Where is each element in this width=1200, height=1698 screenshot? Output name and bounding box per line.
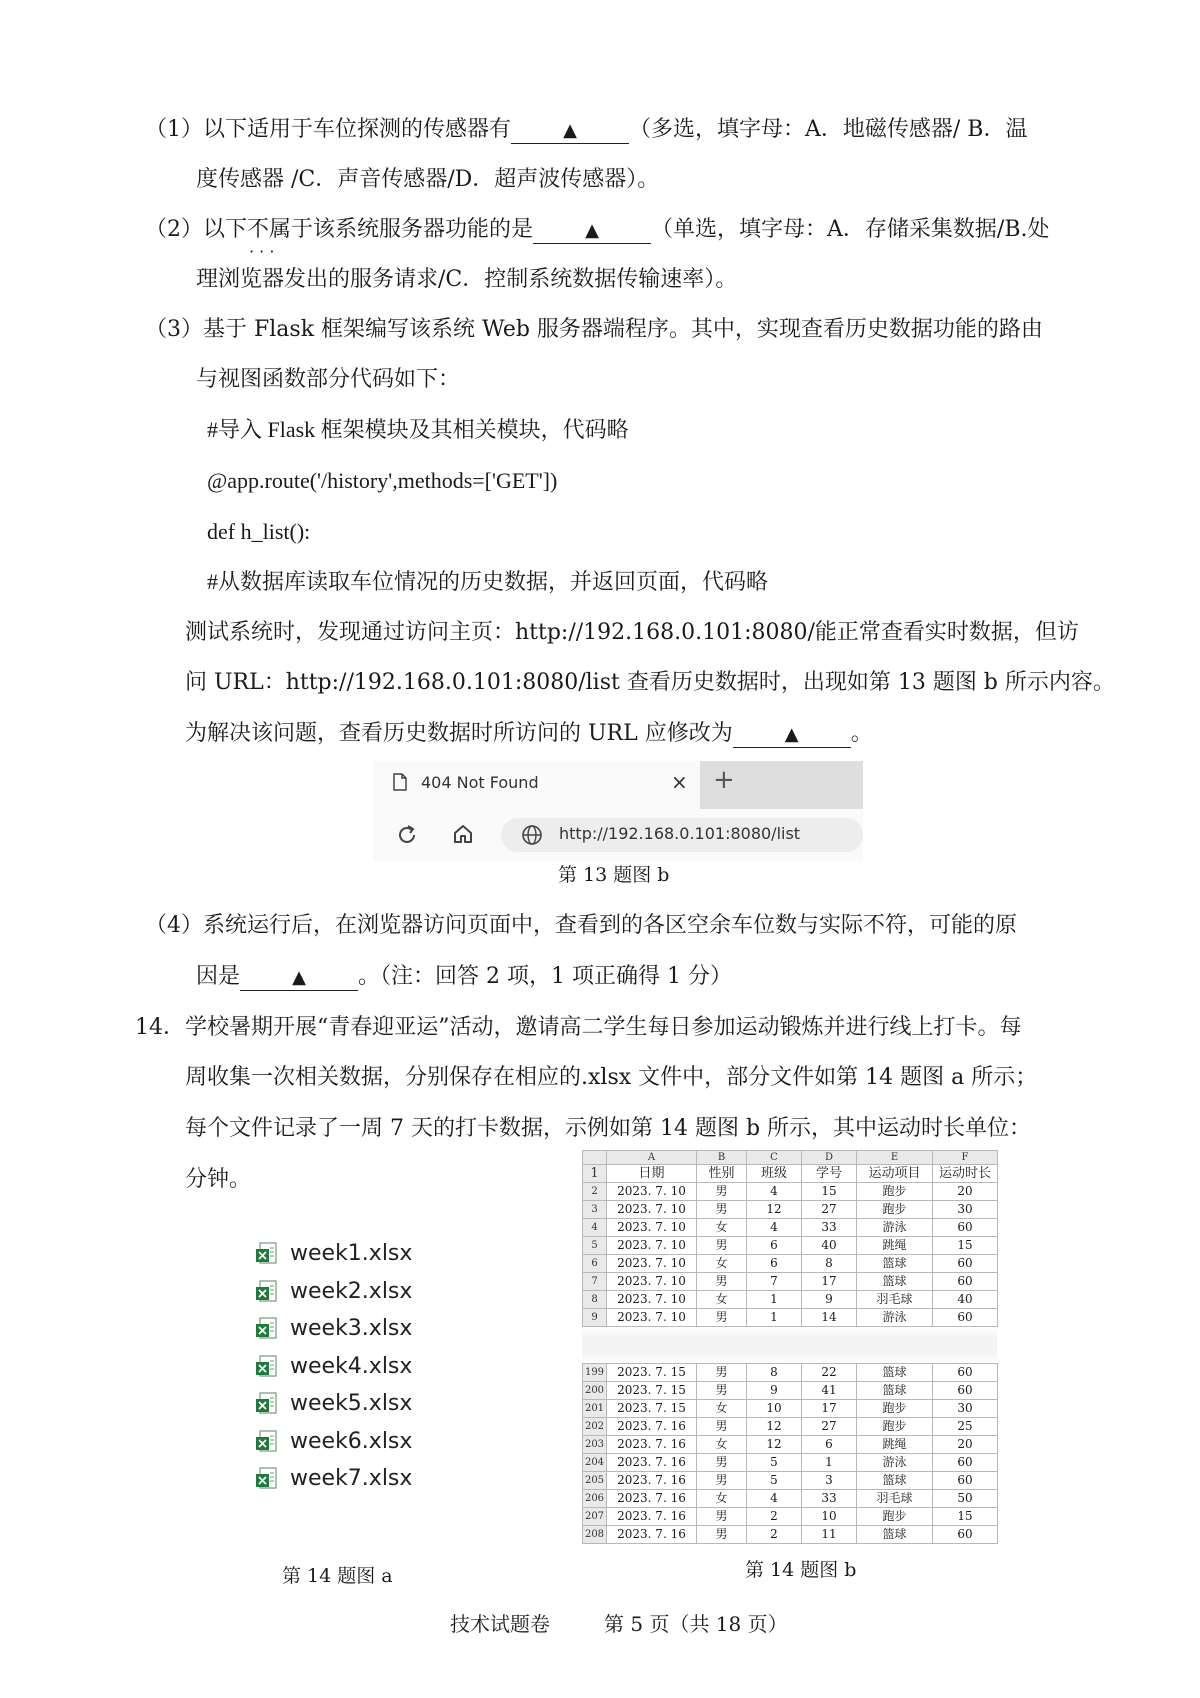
row-number: 1: [583, 1165, 607, 1183]
table-cell: 12: [747, 1201, 802, 1219]
table-row: [583, 1454, 998, 1472]
column-letter: B: [697, 1151, 747, 1165]
q13-part4-line2: [196, 962, 732, 992]
table-row: [583, 1418, 998, 1436]
table-row: [583, 1237, 998, 1255]
q14-line2: 周收集一次相关数据，分别保存在相应的.xlsx 文件中，部分文件如第 14 题图 a 所示；: [185, 1065, 1038, 1090]
q13-part1-line2: 度传感器 /C．声音传感器/D．超声波传感器）。: [196, 167, 660, 192]
table-cell: 15: [802, 1183, 857, 1201]
row-number: 205: [583, 1472, 607, 1490]
column-header: 日期: [607, 1165, 697, 1183]
column-letter: A: [607, 1151, 697, 1165]
excel-file-icon: [255, 1355, 279, 1379]
table-cell: 60: [933, 1364, 998, 1382]
row-number: 6: [583, 1255, 607, 1273]
new-tab-icon[interactable]: +: [713, 765, 735, 795]
table-cell: 2: [747, 1508, 802, 1526]
table-cell: 20: [933, 1183, 998, 1201]
table-row: [583, 1183, 998, 1201]
file-name: week3.xlsx: [290, 1316, 413, 1341]
answer-blank[interactable]: ▲: [733, 723, 851, 748]
table-cell: 男: [697, 1454, 747, 1472]
table-cell: 10: [802, 1508, 857, 1526]
table-cell: 6: [747, 1237, 802, 1255]
table-row: [583, 1382, 998, 1400]
q13-part3-line1: （3）基于 Flask 框架编写该系统 Web 服务器端程序。其中，实现查看历史数据功能的路由: [145, 317, 1043, 342]
table-cell: 游泳: [857, 1454, 933, 1472]
row-number: 200: [583, 1382, 607, 1400]
table-cell: 17: [802, 1273, 857, 1291]
row-number: 207: [583, 1508, 607, 1526]
q14-line4: 分钟。: [185, 1167, 252, 1192]
table-cell: 跳绳: [857, 1237, 933, 1255]
file-name: week5.xlsx: [290, 1391, 413, 1416]
table-cell: 6: [802, 1436, 857, 1454]
q13-part2-line2: 理浏览器发出的服务请求/C．控制系统数据传输速率）。: [196, 267, 738, 292]
answer-blank[interactable]: ▲: [240, 966, 358, 991]
table-cell: 羽毛球: [857, 1490, 933, 1508]
table-cell: 篮球: [857, 1364, 933, 1382]
tab-title: 404 Not Found: [421, 773, 539, 792]
row-number: 7: [583, 1273, 607, 1291]
excel-file-icon: [255, 1430, 279, 1454]
table-cell: 2: [747, 1526, 802, 1544]
table-cell: 41: [802, 1382, 857, 1400]
footer-subject: 技术试题卷: [450, 1612, 550, 1636]
table-cell: 15: [933, 1237, 998, 1255]
table-cell: 1: [802, 1454, 857, 1472]
table-cell: 女: [697, 1255, 747, 1273]
footer-page-number: 第 5 页（共 18 页）: [604, 1612, 788, 1636]
table-cell: 2023. 7. 16: [607, 1490, 697, 1508]
table-cell: 男: [697, 1273, 747, 1291]
table-cell: 2023. 7. 10: [607, 1237, 697, 1255]
row-number: 5: [583, 1237, 607, 1255]
table-row: [583, 1436, 998, 1454]
table-cell: 3: [802, 1472, 857, 1490]
q13-part3-text: 为解决该问题，查看历史数据时所访问的 URL 应修改为: [185, 721, 733, 746]
column-letters-row: [583, 1151, 998, 1165]
table-row: [583, 1273, 998, 1291]
table-cell: 1: [747, 1291, 802, 1309]
table-cell: 33: [802, 1219, 857, 1237]
table-cell: 男: [697, 1237, 747, 1255]
tab-bar: [373, 761, 863, 809]
globe-icon: [521, 824, 543, 846]
table-cell: 50: [933, 1490, 998, 1508]
table-cell: 跑步: [857, 1400, 933, 1418]
table-row: [583, 1400, 998, 1418]
row-number: 8: [583, 1291, 607, 1309]
table-cell: 跑步: [857, 1508, 933, 1526]
excel-file-icon: [255, 1317, 279, 1341]
column-header: 运动时长: [933, 1165, 998, 1183]
table-cell: 2023. 7. 16: [607, 1454, 697, 1472]
row-number: 208: [583, 1526, 607, 1544]
table-cell: 篮球: [857, 1526, 933, 1544]
table-cell: 2023. 7. 10: [607, 1183, 697, 1201]
table-cell: 2023. 7. 15: [607, 1364, 697, 1382]
q13-part1-line1: [145, 115, 1027, 145]
table-cell: 跑步: [857, 1201, 933, 1219]
table-cell: 33: [802, 1490, 857, 1508]
table-cell: 60: [933, 1255, 998, 1273]
table-cell: 12: [747, 1418, 802, 1436]
table-cell: 女: [697, 1219, 747, 1237]
row-number: 2: [583, 1183, 607, 1201]
table-cell: 40: [933, 1291, 998, 1309]
address-bar[interactable]: [501, 818, 863, 852]
file-name: week2.xlsx: [290, 1278, 413, 1304]
table-row: [583, 1508, 998, 1526]
corner-cell: [583, 1151, 607, 1165]
table-cell: 男: [697, 1508, 747, 1526]
table-row: [583, 1364, 998, 1382]
table-cell: 2023. 7. 15: [607, 1400, 697, 1418]
table-cell: 2023. 7. 16: [607, 1418, 697, 1436]
code-line-1: #导入 Flask 框架模块及其相关模块，代码略: [207, 417, 629, 442]
q14-line1: 14．学校暑期开展“青春迎亚运”活动，邀请高二学生每日参加运动锻炼并进行线上打卡。每: [135, 1015, 1022, 1040]
row-number: 199: [583, 1364, 607, 1382]
table-cell: 篮球: [857, 1273, 933, 1291]
figure-caption-14a: 第 14 题图 a: [282, 1565, 393, 1587]
period: 。: [850, 721, 873, 746]
table-cell: 14: [802, 1309, 857, 1327]
table-cell: 8: [802, 1255, 857, 1273]
row-number: 4: [583, 1219, 607, 1237]
nav-bar: [373, 809, 863, 861]
table-cell: 2023. 7. 10: [607, 1219, 697, 1237]
table-cell: 8: [747, 1364, 802, 1382]
excel-file-icon: [255, 1280, 279, 1304]
table-cell: 40: [802, 1237, 857, 1255]
table-row: [583, 1255, 998, 1273]
browser-screenshot: [373, 761, 863, 861]
row-number: 202: [583, 1418, 607, 1436]
table-cell: 2023. 7. 16: [607, 1472, 697, 1490]
omitted-rows: [582, 1327, 997, 1363]
q13-part2-text: （2）以下: [145, 217, 247, 242]
column-letter: E: [857, 1151, 933, 1165]
answer-blank[interactable]: ▲: [511, 119, 629, 144]
file-name: week6.xlsx: [290, 1428, 413, 1454]
table-cell: 4: [747, 1490, 802, 1508]
table-cell: 60: [933, 1526, 998, 1544]
table-cell: 游泳: [857, 1309, 933, 1327]
table-cell: 27: [802, 1418, 857, 1436]
table-row: [583, 1490, 998, 1508]
table-cell: 男: [697, 1309, 747, 1327]
table-cell: 60: [933, 1454, 998, 1472]
q13-part2-line1: [145, 215, 1050, 245]
table-row: [583, 1309, 998, 1327]
table-row: [583, 1526, 998, 1544]
table-cell: 60: [933, 1309, 998, 1327]
q13-part1-options: （多选，填字母：A．地磁传感器/ B．温: [629, 117, 1028, 142]
excel-file-icon: [255, 1392, 279, 1416]
q13-part2-text-mid: 该系统服务器功能的是: [313, 217, 534, 242]
table-cell: 篮球: [857, 1382, 933, 1400]
table-cell: 2023. 7. 15: [607, 1382, 697, 1400]
table-cell: 跳绳: [857, 1436, 933, 1454]
row-number: 201: [583, 1400, 607, 1418]
column-letter: F: [933, 1151, 998, 1165]
column-letter: D: [802, 1151, 857, 1165]
table-cell: 男: [697, 1526, 747, 1544]
table-cell: 男: [697, 1472, 747, 1490]
table-cell: 2023. 7. 10: [607, 1201, 697, 1219]
table-cell: 羽毛球: [857, 1291, 933, 1309]
q13-part4-text: 因是: [196, 964, 241, 989]
excel-file-icon: [255, 1467, 279, 1491]
code-line-4: #从数据库读取车位情况的历史数据，并返回页面，代码略: [207, 569, 769, 594]
table-cell: 女: [697, 1291, 747, 1309]
code-line-2: @app.route('/history',methods=['GET']): [207, 468, 558, 493]
q13-part3-line4: 问 URL：http://192.168.0.101:8080/list 查看历史数据时，出现如第 13 题图 b 所示内容。: [185, 670, 1115, 695]
row-number: 3: [583, 1201, 607, 1219]
table-cell: 1: [747, 1309, 802, 1327]
home-icon[interactable]: [451, 822, 475, 846]
table-row: [583, 1201, 998, 1219]
header-row: [583, 1165, 998, 1183]
table-cell: 7: [747, 1273, 802, 1291]
table-cell: 9: [802, 1291, 857, 1309]
page-icon: [393, 773, 407, 791]
table-cell: 男: [697, 1382, 747, 1400]
q13-part4-note: 。（注：回答 2 项，1 项正确得 1 分）: [358, 964, 732, 989]
table-cell: 2023. 7. 10: [607, 1309, 697, 1327]
table-cell: 6: [747, 1255, 802, 1273]
spreadsheet-top: [582, 1150, 998, 1327]
table-cell: 5: [747, 1454, 802, 1472]
table-cell: 2023. 7. 16: [607, 1508, 697, 1526]
table-row: [583, 1472, 998, 1490]
q13-part3-line5: [185, 719, 873, 749]
table-cell: 2023. 7. 16: [607, 1436, 697, 1454]
table-cell: 4: [747, 1183, 802, 1201]
q13-part2-options: （单选，填字母：A．存储采集数据/B.处: [651, 217, 1050, 242]
close-icon[interactable]: ×: [671, 770, 688, 794]
table-cell: 女: [697, 1400, 747, 1418]
column-letter: C: [747, 1151, 802, 1165]
row-number: 204: [583, 1454, 607, 1472]
table-cell: 篮球: [857, 1472, 933, 1490]
table-cell: 2023. 7. 10: [607, 1291, 697, 1309]
q13-part1-text: （1）以下适用于车位探测的传感器有: [145, 117, 511, 142]
q13-part3-line2: 与视图函数部分代码如下：: [196, 367, 461, 392]
table-cell: 4: [747, 1219, 802, 1237]
q13-part3-line3: 测试系统时，发现通过访问主页：http://192.168.0.101:8080/能正常查看实时数据，但访: [185, 620, 1079, 645]
file-name: week1.xlsx: [290, 1241, 413, 1266]
column-header: 学号: [802, 1165, 857, 1183]
table-cell: 9: [747, 1382, 802, 1400]
table-row: [583, 1219, 998, 1237]
table-cell: 60: [933, 1273, 998, 1291]
file-name: week4.xlsx: [290, 1353, 413, 1379]
table-cell: 27: [802, 1201, 857, 1219]
table-cell: 60: [933, 1382, 998, 1400]
table-cell: 10: [747, 1400, 802, 1418]
excel-file-icon: [255, 1242, 279, 1266]
table-cell: 跑步: [857, 1183, 933, 1201]
code-line-3: def h_list():: [207, 519, 311, 544]
table-cell: 30: [933, 1400, 998, 1418]
table-row: [583, 1291, 998, 1309]
column-header: 性别: [697, 1165, 747, 1183]
table-cell: 11: [802, 1526, 857, 1544]
row-number: 206: [583, 1490, 607, 1508]
table-cell: 2023. 7. 10: [607, 1255, 697, 1273]
table-cell: 17: [802, 1400, 857, 1418]
q14-line3: 每个文件记录了一周 7 天的打卡数据，示例如第 14 题图 b 所示，其中运动时长单位：: [185, 1116, 1032, 1141]
column-header: 班级: [747, 1165, 802, 1183]
emphasis-text: 不属于 · ·: [247, 217, 313, 242]
table-cell: 25: [933, 1418, 998, 1436]
figure-caption-14b: 第 14 题图 b: [745, 1559, 857, 1581]
table-cell: 男: [697, 1418, 747, 1436]
spreadsheet-bottom: [582, 1363, 998, 1544]
table-cell: 游泳: [857, 1219, 933, 1237]
row-number: 9: [583, 1309, 607, 1327]
table-cell: 30: [933, 1201, 998, 1219]
table-cell: 60: [933, 1219, 998, 1237]
table-cell: 15: [933, 1508, 998, 1526]
figure-caption-13b: 第 13 题图 b: [558, 864, 670, 886]
reload-icon[interactable]: [395, 823, 419, 847]
table-cell: 20: [933, 1436, 998, 1454]
spreadsheet: [582, 1150, 997, 1544]
table-cell: 2023. 7. 16: [607, 1526, 697, 1544]
answer-blank[interactable]: ▲: [533, 219, 651, 244]
table-cell: 男: [697, 1183, 747, 1201]
column-header: 运动项目: [857, 1165, 933, 1183]
browser-tab[interactable]: [373, 761, 700, 809]
table-cell: 篮球: [857, 1255, 933, 1273]
table-cell: 2023. 7. 10: [607, 1273, 697, 1291]
table-cell: 22: [802, 1364, 857, 1382]
url-text: http://192.168.0.101:8080/list: [559, 824, 801, 843]
table-cell: 女: [697, 1490, 747, 1508]
file-name: week7.xlsx: [290, 1466, 413, 1491]
q13-part4-line1: （4）系统运行后，在浏览器访问页面中，查看到的各区空余车位数与实际不符，可能的原: [145, 913, 1018, 938]
table-cell: 5: [747, 1472, 802, 1490]
table-cell: 男: [697, 1201, 747, 1219]
table-cell: 女: [697, 1436, 747, 1454]
table-cell: 12: [747, 1436, 802, 1454]
table-cell: 男: [697, 1364, 747, 1382]
table-cell: 60: [933, 1472, 998, 1490]
row-number: 203: [583, 1436, 607, 1454]
table-cell: 跑步: [857, 1418, 933, 1436]
